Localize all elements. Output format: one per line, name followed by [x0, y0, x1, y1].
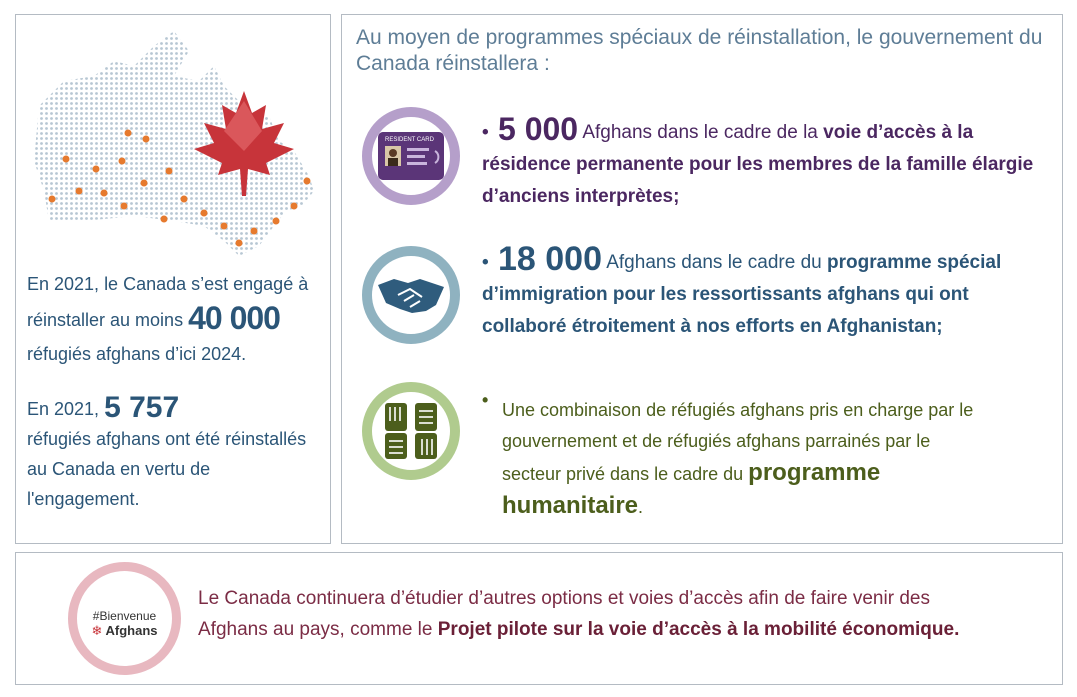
handshake-circle — [362, 246, 460, 344]
bottom-panel — [15, 552, 1063, 685]
badge-line1: #Bienvenue — [92, 609, 157, 623]
card-label: RESIDENT CARD — [385, 137, 434, 143]
resettled-number: 5 757 — [104, 391, 180, 424]
badge-line2: ❄ Afghans — [91, 623, 158, 638]
canada-map-icon — [24, 21, 324, 266]
item-family-interpreters: • 5 000 Afghans dans le cadre de la voie d’accès à la résidence permanente pour les membres de la famille élargie d’anciens interprètes; — [482, 111, 1034, 207]
handshake-icon — [376, 273, 446, 317]
right-panel — [341, 14, 1063, 544]
bienvenue-badge — [68, 562, 181, 675]
item-special-immigration: • 18 000 Afghans dans le cadre du programme spécial d’immigration pour les ressortissants afghans qui ont collaboré étroitement à nos efforts en Afghanistan; — [482, 240, 1002, 337]
item1-number: 5 000 — [498, 111, 579, 147]
resident-card-icon — [377, 131, 445, 181]
resident-card-circle — [362, 107, 460, 205]
pledge-text: En 2021, le Canada s’est engagé à réinstaller au moins 40 000 réfugiés afghans d’ici 2024. — [27, 274, 309, 364]
pledge-number: 40 000 — [188, 300, 280, 336]
maple-leaf-small-icon: ❄ — [91, 623, 103, 638]
bottom-text: Le Canada continuera d’étudier d’autres options et voies d’accès afin de faire venir des Afghans au pays, comme le Projet pilote sur la voie d’accès à la mobilité économique. — [198, 588, 960, 640]
intro-text: Au moyen de programmes spéciaux de réinstallation, le gouvernement du Canada réinstallera : — [356, 26, 1043, 75]
left-panel — [15, 14, 331, 544]
resettled-text: En 2021, 5 757 réfugiés afghans ont été réinstallés au Canada en vertu de l'engagement. — [27, 391, 307, 509]
item2-number: 18 000 — [498, 240, 602, 278]
item-humanitarian: • Une combinaison de réfugiés afghans pris en charge par le gouvernement et de réfugiés afghans parrainés par le secteur privé dans le cadre du programme humanitaire. — [482, 390, 974, 519]
joined-hands-icon — [379, 399, 443, 463]
pilot-project-text: Projet pilote sur la voie d’accès à la mobilité économique. — [437, 619, 960, 640]
joined-hands-circle — [362, 382, 460, 480]
